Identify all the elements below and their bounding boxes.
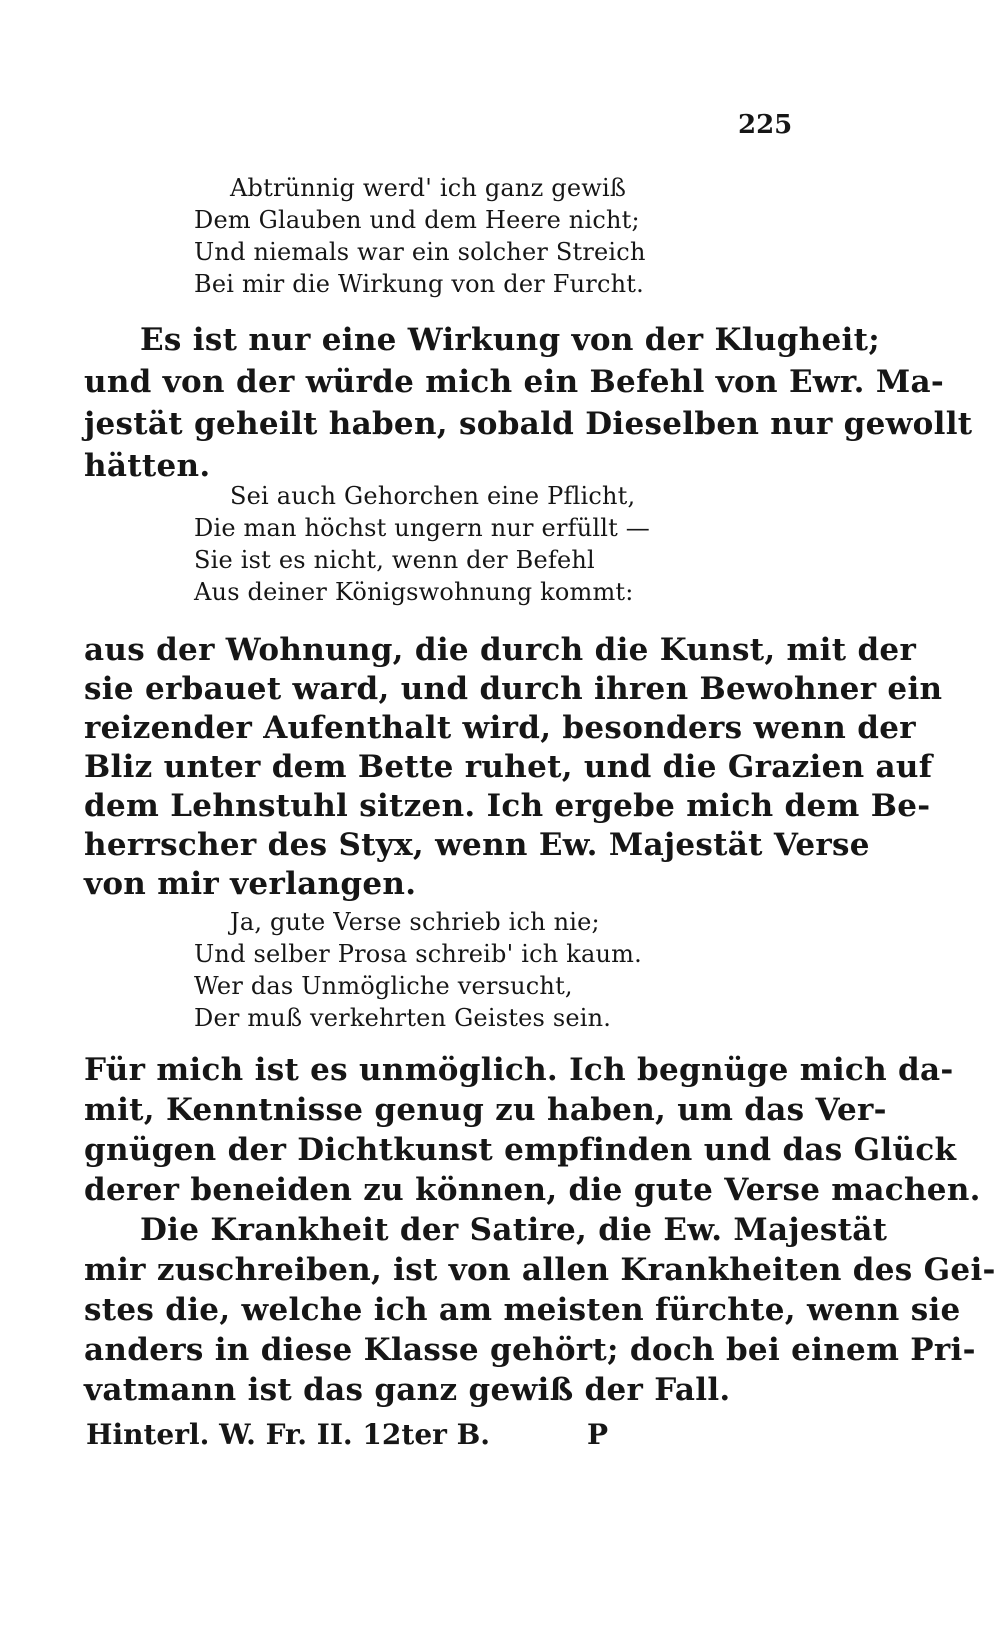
verse-line: Bei mir die Wirkung von der Furcht. bbox=[194, 270, 644, 298]
prose-line: Bliz unter dem Bette ruhet, und die Grazien auf bbox=[84, 749, 933, 785]
verse-line: Die man höchst ungern nur erfüllt — bbox=[194, 514, 650, 542]
verse-line: Ja, gute Verse schrieb ich nie; bbox=[230, 908, 600, 936]
prose-line: gnügen der Dichtkunst empfinden und das Glück bbox=[84, 1132, 957, 1168]
signature-mark: P bbox=[587, 1418, 609, 1451]
verse-line: Wer das Unmögliche versucht, bbox=[194, 972, 573, 1000]
prose-line: mir zuschreiben, ist von allen Krankheiten des Gei- bbox=[84, 1252, 996, 1288]
verse-line: Aus deiner Königswohnung kommt: bbox=[194, 578, 634, 606]
signature-line: Hinterl. W. Fr. II. 12ter B. bbox=[86, 1418, 491, 1451]
prose-line: Die Krankheit der Satire, die Ew. Majestät bbox=[140, 1212, 888, 1248]
verse-line: Der muß verkehrten Geistes sein. bbox=[194, 1004, 612, 1032]
prose-line: herrscher des Styx, wenn Ew. Majestät Verse bbox=[84, 827, 870, 863]
prose-line: mit, Kenntnisse genug zu haben, um das Ver- bbox=[84, 1092, 887, 1128]
prose-line: dem Lehnstuhl sitzen. Ich ergebe mich dem Be- bbox=[84, 788, 931, 824]
verse-line: Und selber Prosa schreib' ich kaum. bbox=[194, 940, 642, 968]
prose-line: sie erbauet ward, und durch ihren Bewohner ein bbox=[84, 671, 943, 707]
prose-line: hätten. bbox=[84, 448, 211, 484]
prose-line: jestät geheilt haben, sobald Dieselben nur gewollt bbox=[84, 406, 973, 442]
page-number: 225 bbox=[738, 110, 793, 140]
prose-line: von mir verlangen. bbox=[84, 866, 417, 902]
prose-line: Für mich ist es unmöglich. Ich begnüge mich da- bbox=[84, 1052, 954, 1088]
verse-line: Sie ist es nicht, wenn der Befehl bbox=[194, 546, 595, 574]
prose-line: stes die, welche ich am meisten fürchte, wenn sie bbox=[84, 1292, 961, 1328]
prose-line: vatmann ist das ganz gewiß der Fall. bbox=[84, 1372, 731, 1408]
prose-line: Es ist nur eine Wirkung von der Klugheit; bbox=[140, 322, 880, 358]
prose-line: anders in diese Klasse gehört; doch bei einem Pri- bbox=[84, 1332, 976, 1368]
prose-line: derer beneiden zu können, die gute Verse machen. bbox=[84, 1172, 981, 1208]
verse-line: Und niemals war ein solcher Streich bbox=[194, 238, 646, 266]
verse-line: Sei auch Gehorchen eine Pflicht, bbox=[230, 482, 636, 510]
verse-line: Abtrünnig werd' ich ganz gewiß bbox=[230, 174, 627, 202]
prose-line: aus der Wohnung, die durch die Kunst, mit der bbox=[84, 632, 917, 668]
verse-line: Dem Glauben und dem Heere nicht; bbox=[194, 206, 640, 234]
prose-line: und von der würde mich ein Befehl von Ewr. Ma- bbox=[84, 364, 945, 400]
prose-line: reizender Aufenthalt wird, besonders wenn der bbox=[84, 710, 916, 746]
